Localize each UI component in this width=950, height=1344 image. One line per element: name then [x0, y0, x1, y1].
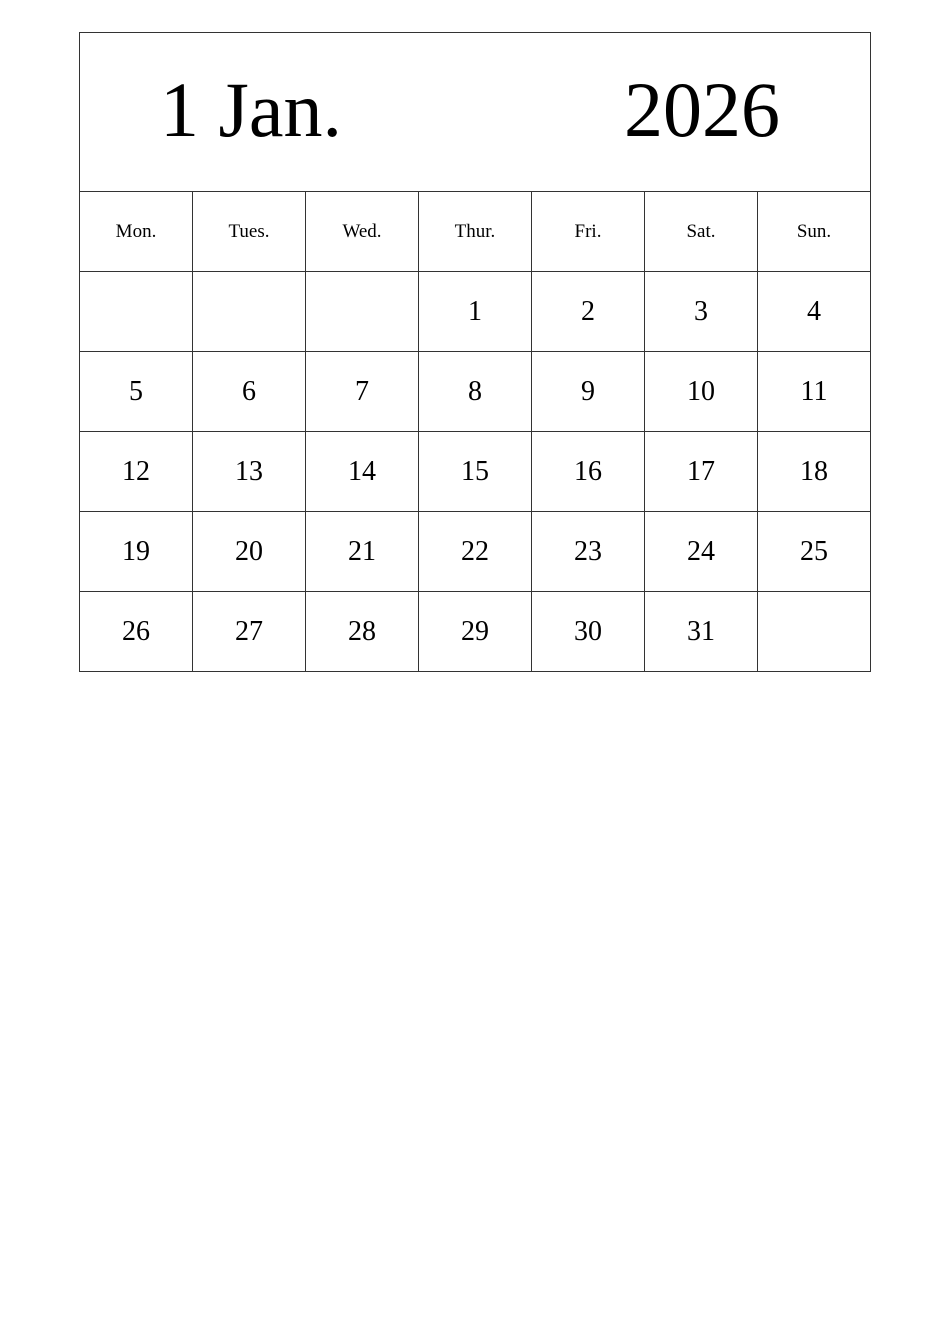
day-cell: 19 — [80, 512, 193, 592]
day-cell: 7 — [306, 352, 419, 432]
week-row-3 — [80, 432, 871, 512]
day-cell: 22 — [419, 512, 532, 592]
calendar-header — [80, 33, 871, 192]
day-cell: 30 — [532, 592, 645, 672]
day-cell: 9 — [532, 352, 645, 432]
week-row-1 — [80, 272, 871, 352]
day-cell: 24 — [645, 512, 758, 592]
day-cell: 11 — [758, 352, 871, 432]
weekday-sun: Sun. — [758, 192, 871, 272]
week-row-4 — [80, 512, 871, 592]
day-cell: 25 — [758, 512, 871, 592]
day-cell: 15 — [419, 432, 532, 512]
day-cell: 13 — [193, 432, 306, 512]
day-cell: 10 — [645, 352, 758, 432]
day-cell: 1 — [419, 272, 532, 352]
day-cell: 3 — [645, 272, 758, 352]
month-title: 1 Jan. — [160, 66, 342, 153]
calendar-header-row — [80, 33, 871, 192]
day-cell: 6 — [193, 352, 306, 432]
week-row-5 — [80, 592, 871, 672]
weekday-mon: Mon. — [80, 192, 193, 272]
day-cell — [306, 272, 419, 352]
day-cell: 27 — [193, 592, 306, 672]
day-cell — [758, 592, 871, 672]
day-cell: 18 — [758, 432, 871, 512]
day-cell: 20 — [193, 512, 306, 592]
day-cell: 12 — [80, 432, 193, 512]
week-row-2 — [80, 352, 871, 432]
day-cell: 23 — [532, 512, 645, 592]
day-cell: 8 — [419, 352, 532, 432]
day-cell: 4 — [758, 272, 871, 352]
calendar-table — [79, 32, 871, 672]
day-cell — [193, 272, 306, 352]
weekday-thu: Thur. — [419, 192, 532, 272]
day-cell: 26 — [80, 592, 193, 672]
weekday-tue: Tues. — [193, 192, 306, 272]
day-cell — [80, 272, 193, 352]
day-cell: 21 — [306, 512, 419, 592]
day-cell: 28 — [306, 592, 419, 672]
weekday-wed: Wed. — [306, 192, 419, 272]
day-cell: 29 — [419, 592, 532, 672]
year-title: 2026 — [624, 66, 780, 153]
weekday-sat: Sat. — [645, 192, 758, 272]
calendar-header-inner — [80, 33, 870, 191]
day-cell: 16 — [532, 432, 645, 512]
weekday-fri: Fri. — [532, 192, 645, 272]
day-cell: 2 — [532, 272, 645, 352]
day-cell: 31 — [645, 592, 758, 672]
day-cell: 5 — [80, 352, 193, 432]
day-cell: 14 — [306, 432, 419, 512]
weekday-header-row — [80, 192, 871, 272]
day-cell: 17 — [645, 432, 758, 512]
